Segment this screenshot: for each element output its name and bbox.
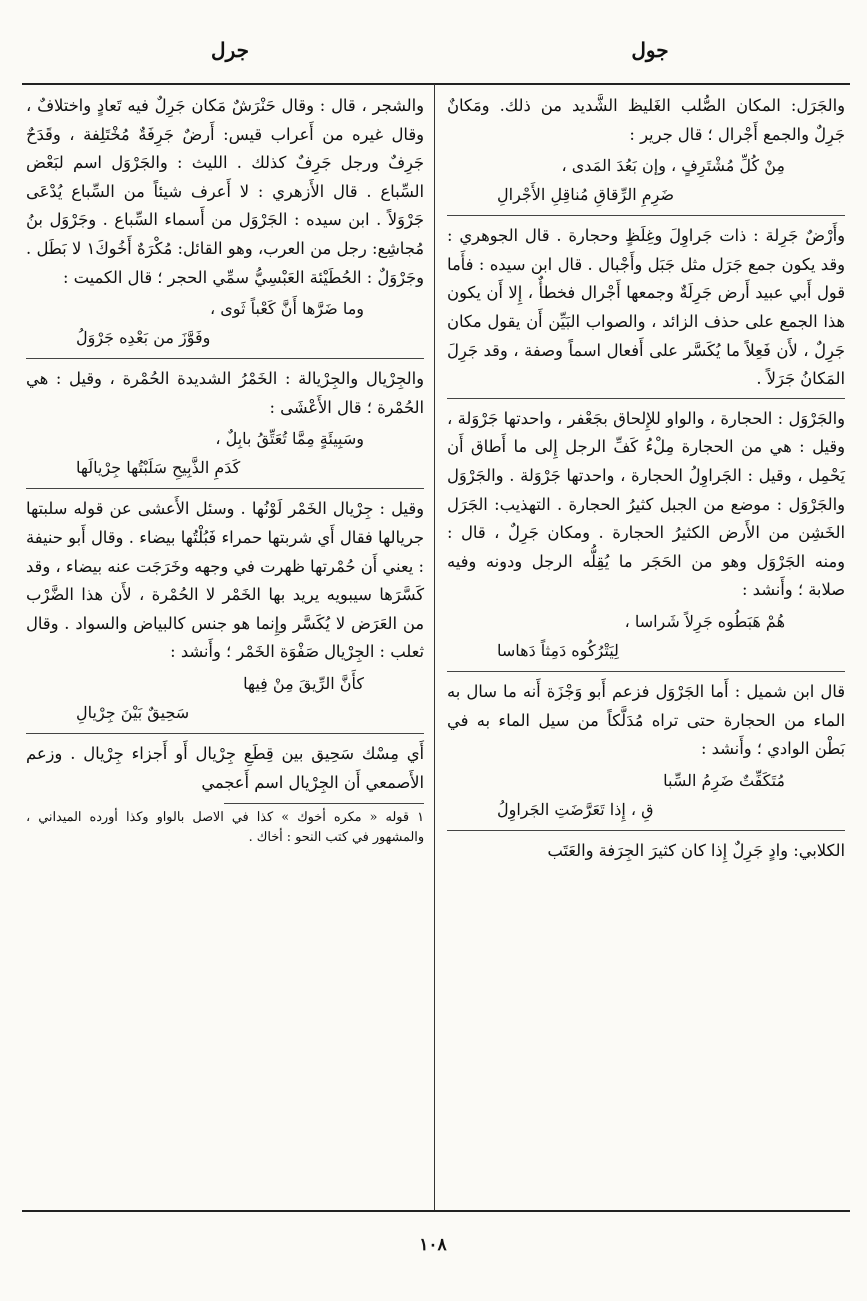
verse-hemistich: وسَبِيئَةٍ مِمَّا تُعَتِّقُ بابِلٌ ، <box>215 429 364 449</box>
separator <box>26 488 424 489</box>
verse <box>26 294 424 352</box>
separator <box>447 671 845 672</box>
verse-hemistich: هُمْ هَبَطُوه جَرِلاً شَراسا ، <box>624 611 785 631</box>
entry-paragraph: أَي مِسْك سَحِيق بين قِطَعِ جِرْيال أَو أَجزاء جِرْيال . وزعم الأَصمعي أَن الجِرْيال اسم أَعجمي <box>26 743 424 792</box>
verse <box>447 607 845 665</box>
entry-paragraph: وأَرْضٌ جَرِلة : ذات جَراوِلَ وغِلَظٍ وحجارة . قال الجوهري : وقد يكون جمع جَرَل مثل جَبَل وأَجْبال . قال ابن سيده : فأَما قول أَبي عبيد أَرض جَرِلَةٌ وجمعها أَجْرال فخطأٌ ، إِلا أَن يكون هذا الجمع على حذف الزائد ، والصواب البَيِّن أَن يقول مكان جَرِلٌ ، لأَن فَعِلاً ما يُكَسَّر على أَفعال اسماً وصفة ، وقد جَرِلَ المَكانُ جَرَلاً . <box>447 226 845 389</box>
separator <box>26 733 424 734</box>
verse-hemistich: كأَنَّ الرِّيقَ مِنْ فِيها <box>243 673 364 693</box>
right-running-head: جول <box>631 38 669 62</box>
entry-paragraph: والجَرَل: المكان الصُّلب الغَليظ الشَّديد من ذلك. ومَكانٌ جَرِلٌ والجمع أَجْرال ؛ قال جرير : <box>447 96 845 144</box>
entry-paragraph: والشجر ، قال : وقال حَنْرَشٌ مَكان جَرِلٌ فيه تَعادٍ واختلافٌ ، وقال غيره من أَعراب قيس: أَرضٌ جَرِفَةٌ مُخْتَلِفة ، وقَدَحٌ جَرِفٌ ورجل جَرِفٌ كذلك . الليث : والجَرْوَل اسم لبَعْض السِّباع . قال الأَزهري : لا أَعرف شيئاً من السِّباع يُدْعَى جَرْوَلاً . ابن سيده : الجَرْوَل من أَسماء السِّباع . وجَرْوَل بنُ مُجاشِع: رجل من العرب، وهو القائل: مُكْرَهٌ أَخُوكَ١ لا بَطَل . وجَرْوَلٌ : الحُطَيْئة العَبْسِيُّ سمِّي الحجر ؛ قال الكميت : <box>26 96 424 287</box>
verse-hemistich: قِ ، إِذا تَعَرَّضَتِ الجَراوِلُ <box>497 799 654 819</box>
right-column <box>447 92 845 865</box>
separator <box>26 358 424 359</box>
entry-paragraph: وقيل : جِرْيال الخَمْر لَوْنُها . وسئل الأَعشى عن قوله سلبتها جريالها فقال أَي شربتها حمراء فَبُلْتُها بيضاء . وقال أَبو حنيفة : يعني أَن حُمْرتها ظهرت في وجهه وخَرَجَت عنه بيضاء ، وقد كَسَّرَها سيبويه يريد بها الخَمْر لا الحُمْرة ، لأَن هذا الضَّرْب من العَرَض لا يُكَسَّر وإِنما هو جنس كالبياض والسواد . وقال ثعلب : الجِرْيال صَفْوَة الخَمْر ؛ وأَنشد : <box>26 499 424 662</box>
verse <box>26 424 424 482</box>
verse <box>447 151 845 209</box>
verse-hemistich: مِنْ كُلِّ مُشْتَرِفٍ ، وإن بَعُدَ المَدى ، <box>561 156 785 176</box>
separator <box>447 830 845 831</box>
top-rule <box>22 83 850 85</box>
verse <box>447 766 845 824</box>
footnote-rule <box>224 803 424 804</box>
verse-hemistich: كَدَمِ الذَّبِيحِ سَلَبْتُها جِرْيالَها <box>76 458 241 478</box>
left-column <box>26 92 424 848</box>
verse-hemistich: وما ضَرَّها أَنَّ كَعْباً ثَوى ، <box>210 299 364 319</box>
bottom-rule <box>22 1210 850 1212</box>
verse-hemistich: لِيَتْرُكُوه دَمِثاً دَهاسا <box>497 640 619 660</box>
footnote: ١ قوله « مكره أخوك » كذا في الاصل بالواو وكذا أورده الميداني ، والمشهور في كتب النحو : أخاك . <box>26 810 424 846</box>
separator <box>447 398 845 399</box>
entry-paragraph: الكلابي: وادٍ جَرِلٌ إِذا كان كثيرَ الجِرَفة والعَتَب <box>547 840 845 860</box>
entry-paragraph: والجِرْيال والجِرْيالة : الخَمْرُ الشديدة الحُمْرة ، وقيل : هي الحُمْرة ؛ قال الأَعْشَى : <box>26 369 424 417</box>
page-number: ١٠٨ <box>419 1235 447 1255</box>
verse-hemistich: مُتَكَفِّتٌ ضَرِمُ السِّبا <box>663 770 785 790</box>
verse-hemistich: وفَوَّزَ من بَعْدِه جَرْوَلُ <box>76 328 211 348</box>
left-running-head: جرل <box>211 38 249 62</box>
column-divider <box>434 84 435 1210</box>
verse-hemistich: ضَرِمِ الرِّقاقِ مُناقِلِ الأَجْرالِ <box>497 185 675 205</box>
entry-paragraph: قال ابن شميل : أَما الجَرْوَل فزعم أَبو وَجْزَة أَنه ما سال به الماء من الحجارة حتى تراه مُدَلَّكاً من سيل الماء به في بَطْن الوادي ؛ وأَنشد : <box>447 681 845 759</box>
verse <box>26 669 424 727</box>
verse-hemistich: سَحِيقٌ بَيْنَ جِرْيالِ <box>76 702 190 722</box>
entry-paragraph: والجَرْوَل : الحجارة ، والواو للإِلحاق بجَعْفر ، واحدتها جَرْوَلة ، وقيل : هي من الحجارة مِلْءُ كَفِّ الرجل إِلى ما أَطاق أَن يَحْمِل ، وقيل : الجَراوِلُ الحجارة ، واحدتها جَرْوَلة . والجَرْوَل والجَرْوَل : موضع من الجبل كثيرُ الحجارة . التهذيب: الجَرَل الخَشِن من الأَرض الكثيرُ الحجارة . ومكان جَرِلٌ ، قال : ومنه الجَرْوَل وهو من الحَجَر ما يُقِلُّه الرجل ودونه وفيه صلابة ؛ وأَنشد : <box>447 408 845 600</box>
separator <box>447 215 845 216</box>
